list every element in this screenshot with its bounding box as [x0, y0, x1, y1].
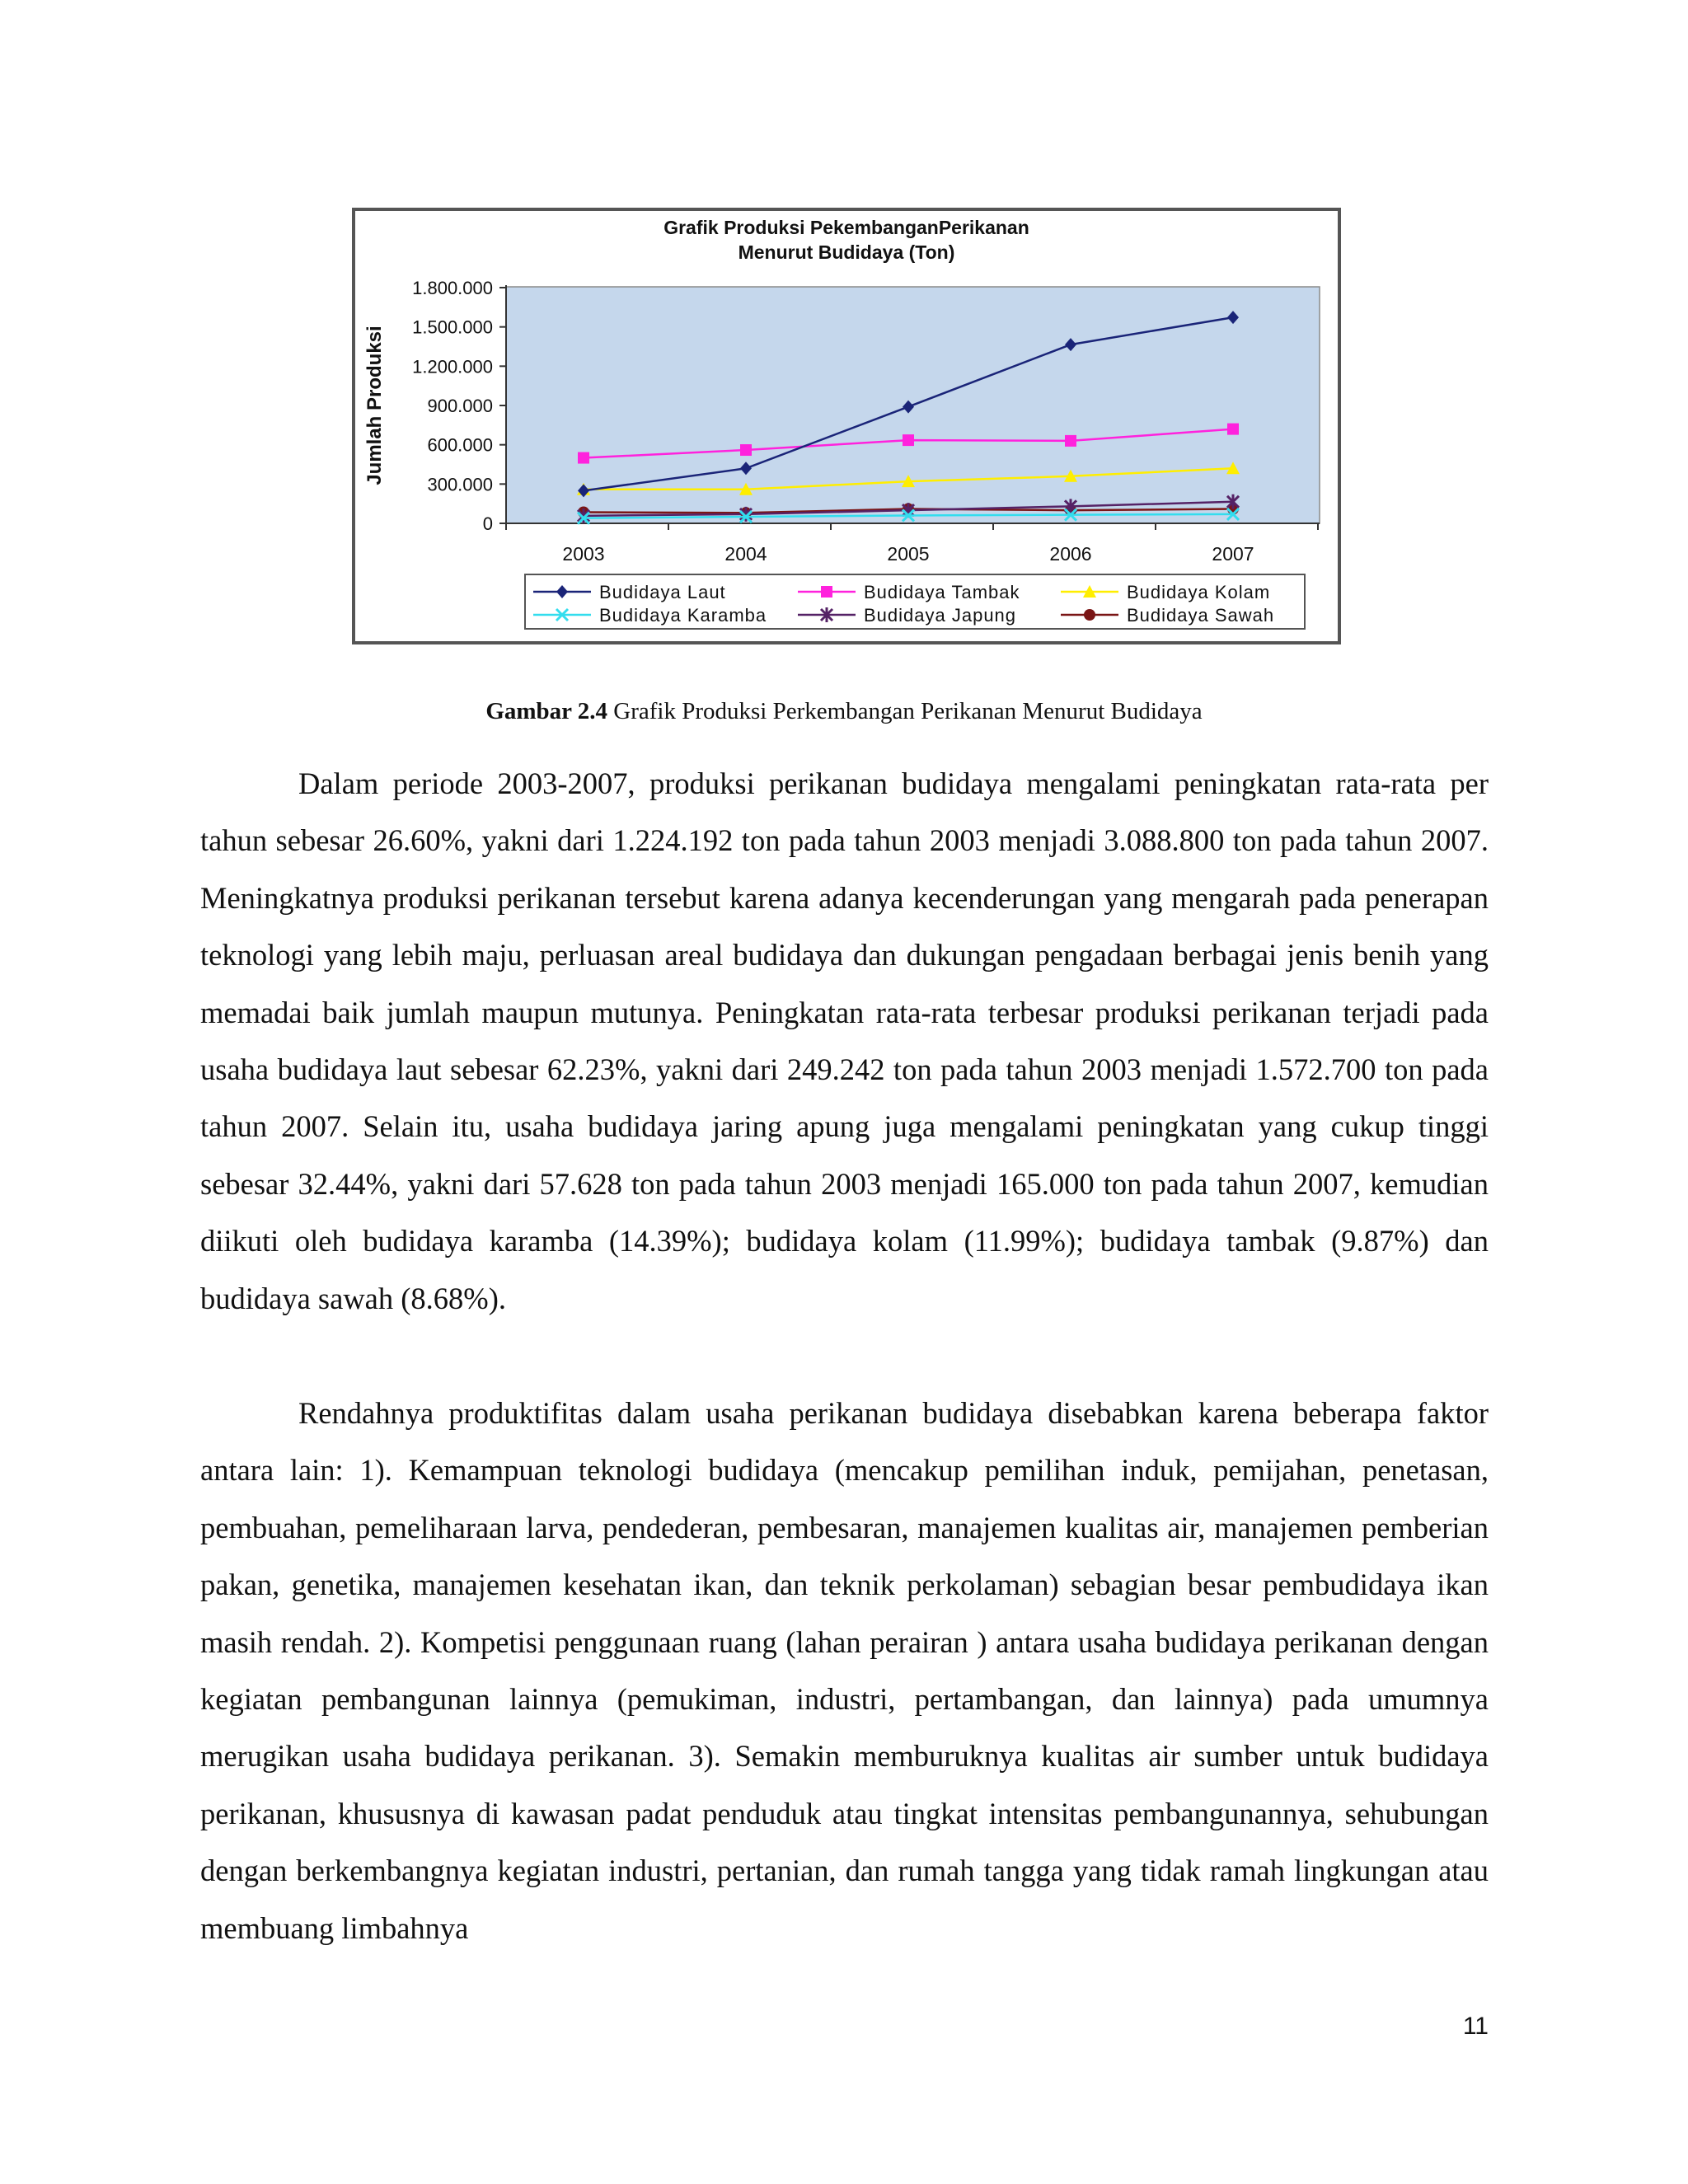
chart-title-line-1: Grafik Produksi PekembanganPerikanan — [663, 217, 1029, 238]
data-point-budidaya-tambak — [1227, 424, 1239, 435]
line-chart — [355, 211, 1338, 641]
legend-label-budidaya-sawah: Budidaya Sawah — [1127, 605, 1275, 626]
x-tick-label: 2007 — [1212, 543, 1254, 565]
body-paragraph-2: Rendahnya produktifitas dalam usaha perikanan budidaya disebabkan karena beberapa faktor antara lain: 1). Kemampuan teknologi budidaya (mencakup pemilihan induk, pemijahan, penetasan, pembuahan, pemeliharaan larva, pendederan, pembesaran, manajemen kualitas air, manajemen pemberian pakan, genetika, manajemen kesehatan ikan, dan teknik perkolaman) sebagian besar pembudidaya ikan masih rendah. 2). Kompetisi penggunaan ruang (lahan perairan ) antara usaha budidaya perikanan dengan kegiatan pembangunan lainnya (pemukiman, industri, pertambangan, dan lainnya) pada umumnya merugikan usaha budidaya perikanan. 3). Semakin memburuknya kualitas air sumber untuk budidaya perikanan, khususnya di kawasan padat penduduk atau tingkat intensitas pembangunannya, sehubungan dengan berkembangnya kegiatan industri, pertanian, dan rumah tangga yang tidak ramah lingkungan atau membuang limbahnya — [200, 1396, 1489, 1945]
x-tick-label: 2004 — [724, 543, 767, 565]
data-point-budidaya-tambak — [1065, 435, 1076, 447]
y-tick-label: 1.500.000 — [412, 316, 493, 338]
data-point-budidaya-tambak — [740, 444, 752, 456]
x-tick-label: 2005 — [887, 543, 930, 565]
y-tick-label: 1.200.000 — [412, 356, 493, 377]
x-tick-label: 2006 — [1049, 543, 1092, 565]
caption-label: Gambar 2.4 — [485, 698, 608, 724]
y-tick-label: 300.000 — [427, 474, 493, 495]
legend-marker-budidaya-sawah — [1084, 609, 1095, 621]
x-tick-label: 2003 — [562, 543, 605, 565]
body-paragraph-1: Dalam periode 2003-2007, produksi perikanan budidaya mengalami peningkatan rata-rata per tahun sebesar 26.60%, yakni dari 1.224.192 ton pada tahun 2003 menjadi 3.088.800 ton pada tahun 2007. Meningkatnya produksi perikanan tersebut karena adanya kecenderungan yang mengarah pada penerapan teknologi yang lebih maju, perluasan areal budidaya dan dukungan pengadaan berbagai jenis benih yang memadai baik jumlah maupun mutunya. Peningkatan rata-rata terbesar produksi perikanan terjadi pada usaha budidaya laut sebesar 62.23%, yakni dari 249.242 ton pada tahun 2003 menjadi 1.572.700 ton pada tahun 2007. Selain itu, usaha budidaya jaring apung juga mengalami peningkatan yang cukup tinggi sebesar 32.44%, yakni dari 57.628 ton pada tahun 2003 menjadi 165.000 ton pada tahun 2007, kemudian diikuti oleh budidaya karamba (14.39%); budidaya kolam (11.99%); budidaya tambak (9.87%) dan budidaya sawah (8.68%). — [200, 766, 1489, 1315]
data-point-budidaya-tambak — [903, 434, 914, 446]
y-tick-label: 1.800.000 — [412, 278, 493, 298]
page-number: 11 — [1462, 2013, 1489, 2040]
legend-marker-budidaya-tambak — [821, 586, 832, 598]
legend-label-budidaya-tambak: Budidaya Tambak — [864, 582, 1020, 602]
y-tick-label: 600.000 — [427, 434, 493, 456]
caption-text: Grafik Produksi Perkembangan Perikanan Menurut Budidaya — [607, 698, 1203, 724]
legend-label-budidaya-japung: Budidaya Japung — [864, 605, 1017, 626]
chart-title-line-2: Menurut Budidaya (Ton) — [738, 241, 955, 263]
figure-caption — [0, 695, 1688, 728]
legend-label-budidaya-kolam: Budidaya Kolam — [1127, 582, 1271, 602]
y-axis-label: Jumlah Produksi — [363, 326, 386, 485]
y-tick-label: 0 — [482, 513, 493, 534]
data-point-budidaya-tambak — [578, 452, 589, 464]
legend-label-budidaya-laut: Budidaya Laut — [599, 582, 726, 602]
chart-figure — [352, 208, 1341, 644]
legend-label-budidaya-karamba: Budidaya Karamba — [599, 605, 767, 626]
y-tick-label: 900.000 — [427, 396, 493, 416]
